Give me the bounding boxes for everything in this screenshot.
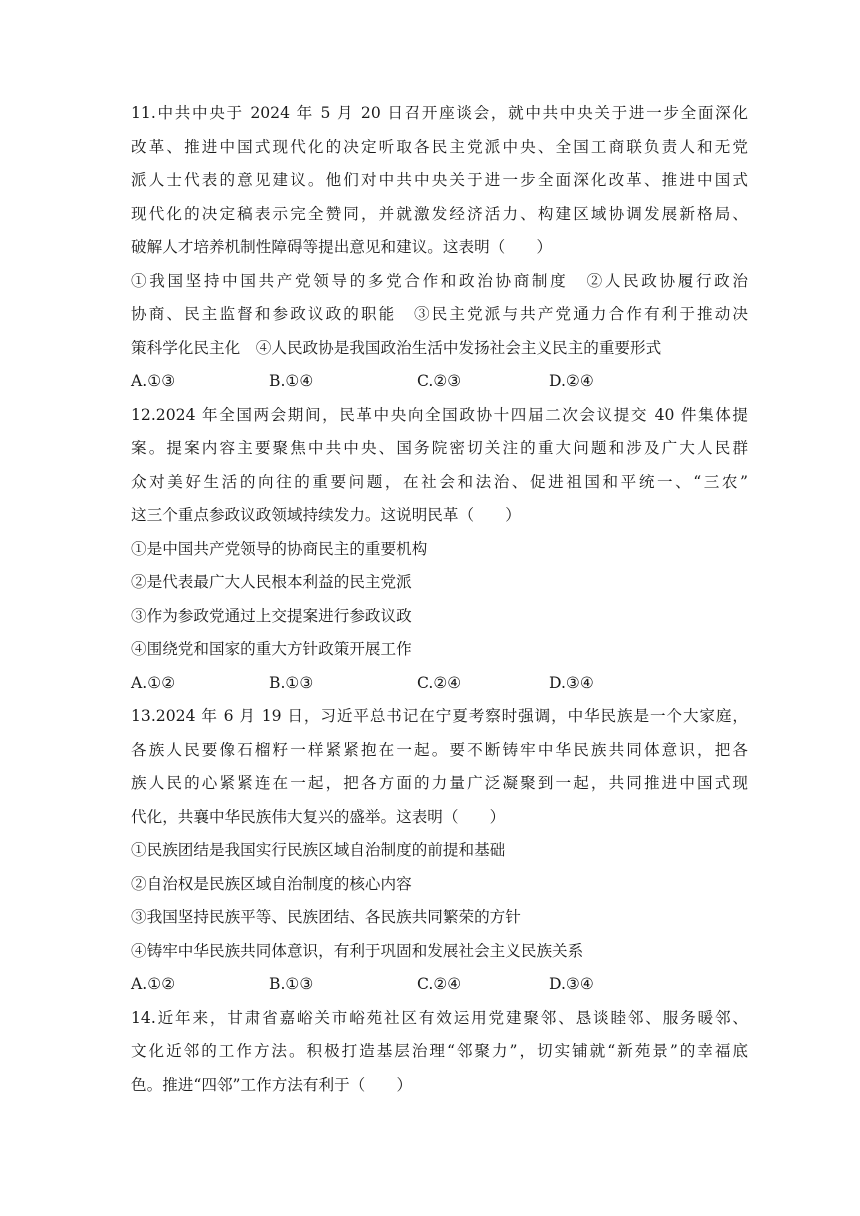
statement-line: ②是代表最广大人民根本利益的民主党派 [131, 573, 412, 591]
question-stem-line: 众对美好生活的向往的重要问题，在社会和法治、促进祖国和平统一、“三农” [131, 472, 748, 491]
statement-line: ③作为参政党通过上交提案进行参政议政 [131, 606, 412, 625]
statement-line: ④围绕党和国家的重大方针政策开展工作 [131, 640, 412, 658]
question-stem-line: 14.近年来，甘肃省嘉峪关市峪苑社区有效运用党建聚邻、恳谈睦邻、服务暖邻、 [131, 1008, 748, 1027]
option-c: C.②④ [417, 975, 462, 993]
question-stem-line: 各族人民要像石榴籽一样紧紧抱在一起。要不断铸牢中华民族共同体意识，把各 [131, 740, 748, 759]
option-a: A.①② [131, 975, 176, 993]
option-b: B.①④ [269, 372, 314, 390]
question-stem-line: 案。提案内容主要聚焦中共中央、国务院密切关注的重大问题和涉及广大人民群 [131, 439, 748, 457]
question-stem-line: 12.2024 年全国两会期间，民革中央向全国政协十四届二次会议提交 40 件集体提 [131, 405, 748, 424]
option-a: A.①② [131, 673, 176, 692]
question-stem-line: 13.2024 年 6 月 19 日，习近平总书记在宁夏考察时强调，中华民族是一个大家庭， [131, 707, 748, 725]
question-stem-line: 代化，共襄中华民族伟大复兴的盛举。这表明（ ） [131, 807, 506, 826]
answer-options [131, 667, 748, 701]
statement-line: ①是中国共产党领导的协商民主的重要机构 [131, 539, 428, 558]
option-a: A.①③ [131, 372, 176, 390]
answer-options [131, 365, 748, 399]
question-stem-line: 族人民的心紧紧连在一起，把各方面的力量广泛凝聚到一起，共同推进中国式现 [131, 774, 748, 792]
question-stem-line: 派人士代表的意见建议。他们对中共中央关于进一步全面深化改革、推进中国式 [131, 171, 748, 189]
option-d: D.②④ [549, 372, 594, 390]
statement-line: ①民族团结是我国实行民族区域自治制度的前提和基础 [131, 841, 506, 859]
question-stem-line: 现代化的决定稿表示完全赞同，并就激发经济活力、构建区域协调发展新格局、 [131, 204, 748, 223]
question-stem-line: 色。推进“四邻”工作方法有利于（ ） [131, 1075, 413, 1094]
option-c: C.②③ [417, 372, 462, 390]
question-14 [131, 1002, 748, 1103]
option-b: B.①③ [269, 673, 314, 692]
question-13 [131, 700, 748, 1002]
question-stem-line: 文化近邻的工作方法。积极打造基层治理“邻聚力”，切实铺就“新苑景”的幸福底 [131, 1042, 748, 1060]
answer-options [131, 968, 748, 1002]
statement-line: 策科学化民主化 ④人民政协是我国政治生活中发扬社会主义民主的重要形式 [131, 338, 662, 357]
option-d: D.③④ [549, 673, 594, 692]
option-d: D.③④ [549, 975, 594, 993]
statement-line: ①我国坚持中国共产党领导的多党合作和政治协商制度 ②人民政协履行政治 [131, 271, 748, 290]
statement-line: ③我国坚持民族平等、民族团结、各民族共同繁荣的方针 [131, 908, 521, 926]
question-stem-line: 破解人才培养机制性障碍等提出意见和建议。这表明（ ） [131, 238, 553, 256]
statement-line: ④铸牢中华民族共同体意识，有利于巩固和发展社会主义民族关系 [131, 941, 584, 960]
statement-line: 协商、民主监督和参政议政的职能 ③民主党派与共产党通力合作有利于推动决 [131, 305, 748, 323]
question-stem-line: 11.中共中央于 2024 年 5 月 20 日召开座谈会，就中共中央关于进一步全面深化 [131, 104, 748, 122]
question-11 [131, 97, 748, 399]
question-stem-line: 这三个重点参政议政领域持续发力。这说明民革（ ） [131, 506, 521, 524]
option-b: B.①③ [269, 975, 314, 993]
option-c: C.②④ [417, 673, 462, 692]
statement-line: ②自治权是民族区域自治制度的核心内容 [131, 874, 412, 893]
question-stem-line: 改革、推进中国式现代化的决定听取各民主党派中央、全国工商联负责人和无党 [131, 137, 748, 156]
question-12 [131, 399, 748, 701]
